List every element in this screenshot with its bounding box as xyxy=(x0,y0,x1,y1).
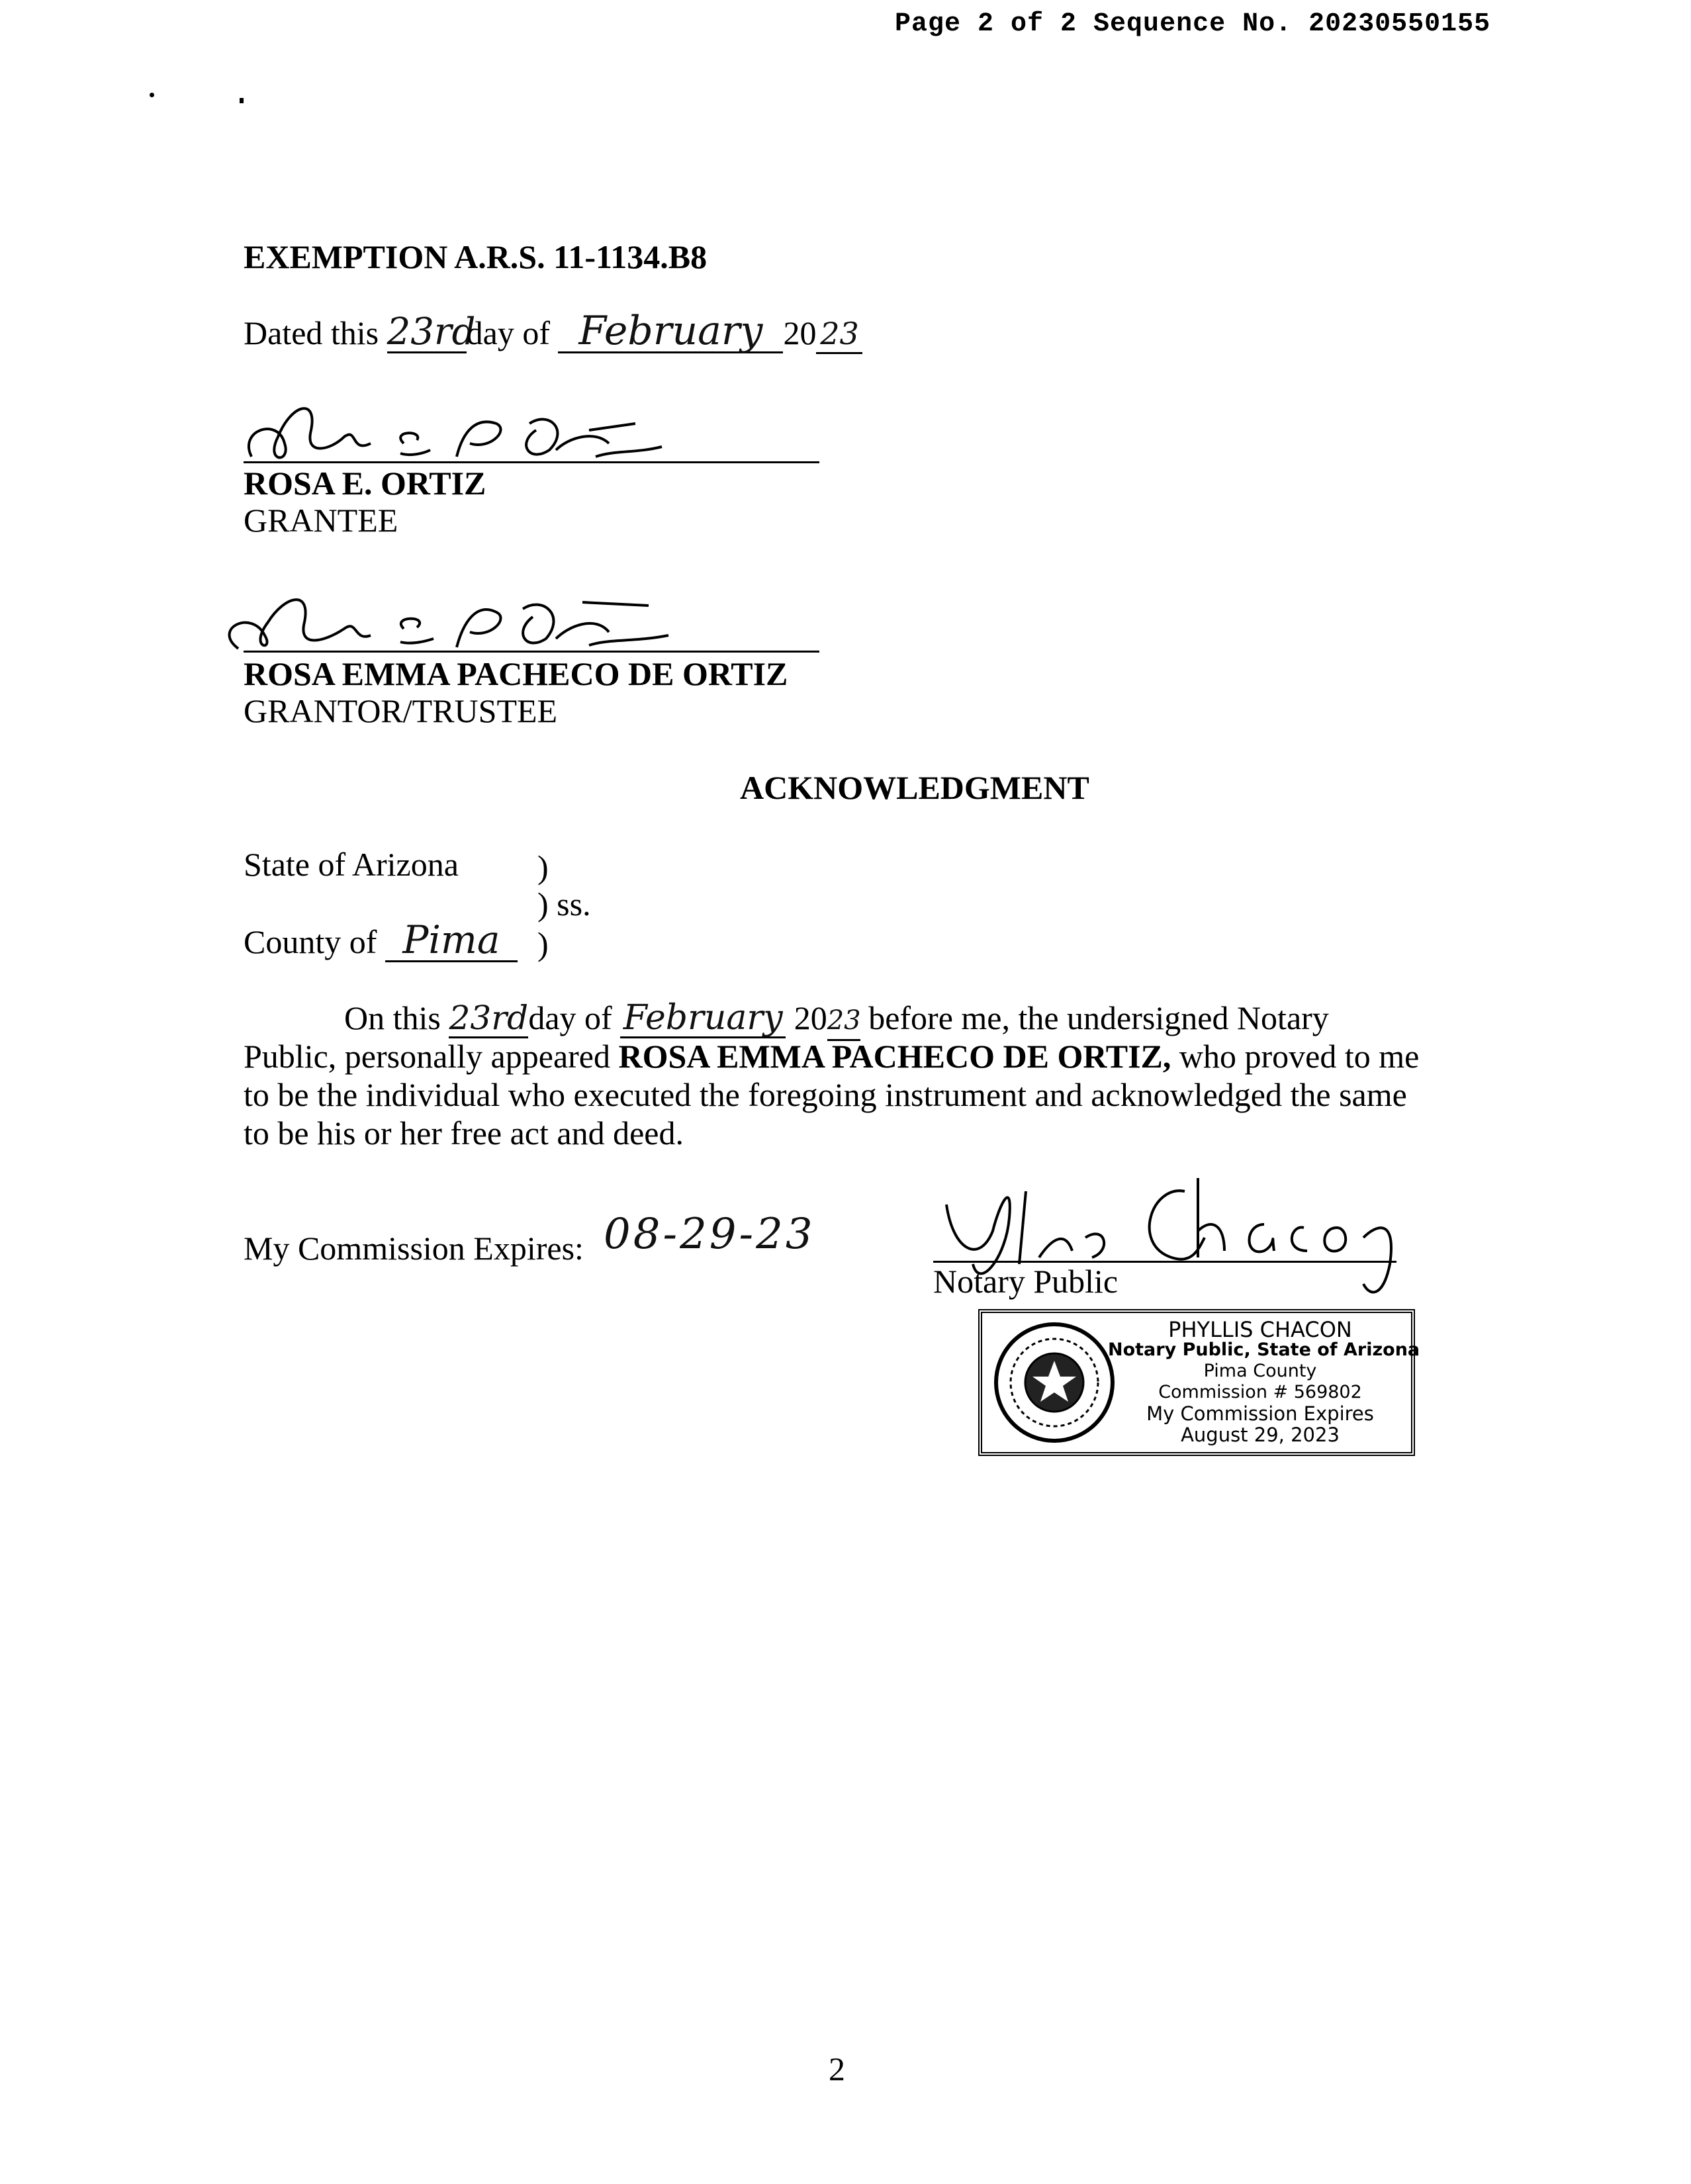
acknowledgment-heading: ACKNOWLEDGMENT xyxy=(740,769,1089,806)
page-number: 2 xyxy=(829,2050,845,2087)
ack-day: 23rd xyxy=(449,999,529,1037)
ack-month: February xyxy=(623,998,783,1038)
notary-stamp xyxy=(978,1309,1420,1456)
stamp-line-6: August 29, 2023 xyxy=(1181,1424,1340,1446)
county-field xyxy=(385,917,518,962)
grantee-name: ROSA E. ORTIZ xyxy=(244,465,486,502)
grantor-role: GRANTOR/TRUSTEE xyxy=(244,692,558,729)
stamp-line-3: Pima County xyxy=(1203,1361,1317,1381)
ack-line2-a: Public, personally appeared xyxy=(244,1038,610,1075)
paren-1: ) xyxy=(537,848,549,886)
ss-label: ) ss. xyxy=(537,886,591,923)
dated-day: 23rd xyxy=(387,310,476,353)
commission-value: 08-29-23 xyxy=(604,1210,815,1259)
ack-day-of: day of xyxy=(528,999,612,1036)
dated-year-field xyxy=(816,314,862,354)
ack-line1-rest: before me, the undersigned Notary xyxy=(868,999,1329,1036)
paren-3: ) xyxy=(537,925,549,962)
ack-year-suffix: 23 xyxy=(827,1005,861,1036)
grantee-role: GRANTEE xyxy=(244,502,398,539)
dated-mid: day of xyxy=(466,314,550,351)
dated-year-suffix: 23 xyxy=(820,316,859,351)
county-value: Pima xyxy=(402,917,500,962)
state-label: State of Arizona xyxy=(244,846,459,883)
grantor-signature-line xyxy=(244,651,819,653)
ack-on-this: On this xyxy=(344,999,441,1036)
exemption-title: EXEMPTION A.R.S. 11-1134.B8 xyxy=(244,238,708,275)
ack-month-field xyxy=(620,999,786,1038)
dated-line xyxy=(244,308,862,354)
ack-year-prefix: 20 xyxy=(794,999,827,1036)
grantor-name: ROSA EMMA PACHECO DE ORTIZ xyxy=(244,655,788,692)
notary-public-label: Notary Public xyxy=(933,1263,1119,1300)
notary-seal-icon xyxy=(991,1320,1117,1445)
ack-line2-b: who proved to me xyxy=(1179,1038,1420,1075)
ack-line-4: to be his or her free act and deed. xyxy=(244,1115,684,1152)
ack-day-field xyxy=(449,999,528,1038)
dated-prefix: Dated this xyxy=(244,314,379,351)
ack-line2-name: ROSA EMMA PACHECO DE ORTIZ, xyxy=(618,1038,1171,1075)
county-label: County of xyxy=(244,923,377,960)
ack-line-3: to be the individual who executed the foregoing instrument and acknowledged the same xyxy=(244,1076,1407,1113)
ack-line-1 xyxy=(344,999,1329,1041)
dated-year-prefix: 20 xyxy=(783,314,817,351)
stamp-name: PHYLLIS CHACON xyxy=(1168,1317,1352,1342)
ack-line-2 xyxy=(244,1038,1419,1075)
stamp-line-2: Notary Public, State of Arizona xyxy=(1108,1340,1420,1360)
ack-year-field xyxy=(827,999,860,1041)
dated-month-field xyxy=(558,308,783,354)
scan-mark xyxy=(150,93,154,97)
dated-month: February xyxy=(578,308,763,354)
county-line xyxy=(244,917,518,962)
scan-mark xyxy=(240,98,244,103)
page-header: Page 2 of 2 Sequence No. 20230550155 xyxy=(895,9,1491,39)
stamp-line-4: Commission # 569802 xyxy=(1158,1382,1362,1402)
commission-label: My Commission Expires: xyxy=(244,1230,584,1267)
dated-day-field xyxy=(387,310,476,353)
grantor-signature xyxy=(212,576,688,655)
grantee-signature-line xyxy=(244,461,819,463)
grantee-signature xyxy=(238,390,715,470)
stamp-line-5: My Commission Expires xyxy=(1146,1402,1374,1425)
